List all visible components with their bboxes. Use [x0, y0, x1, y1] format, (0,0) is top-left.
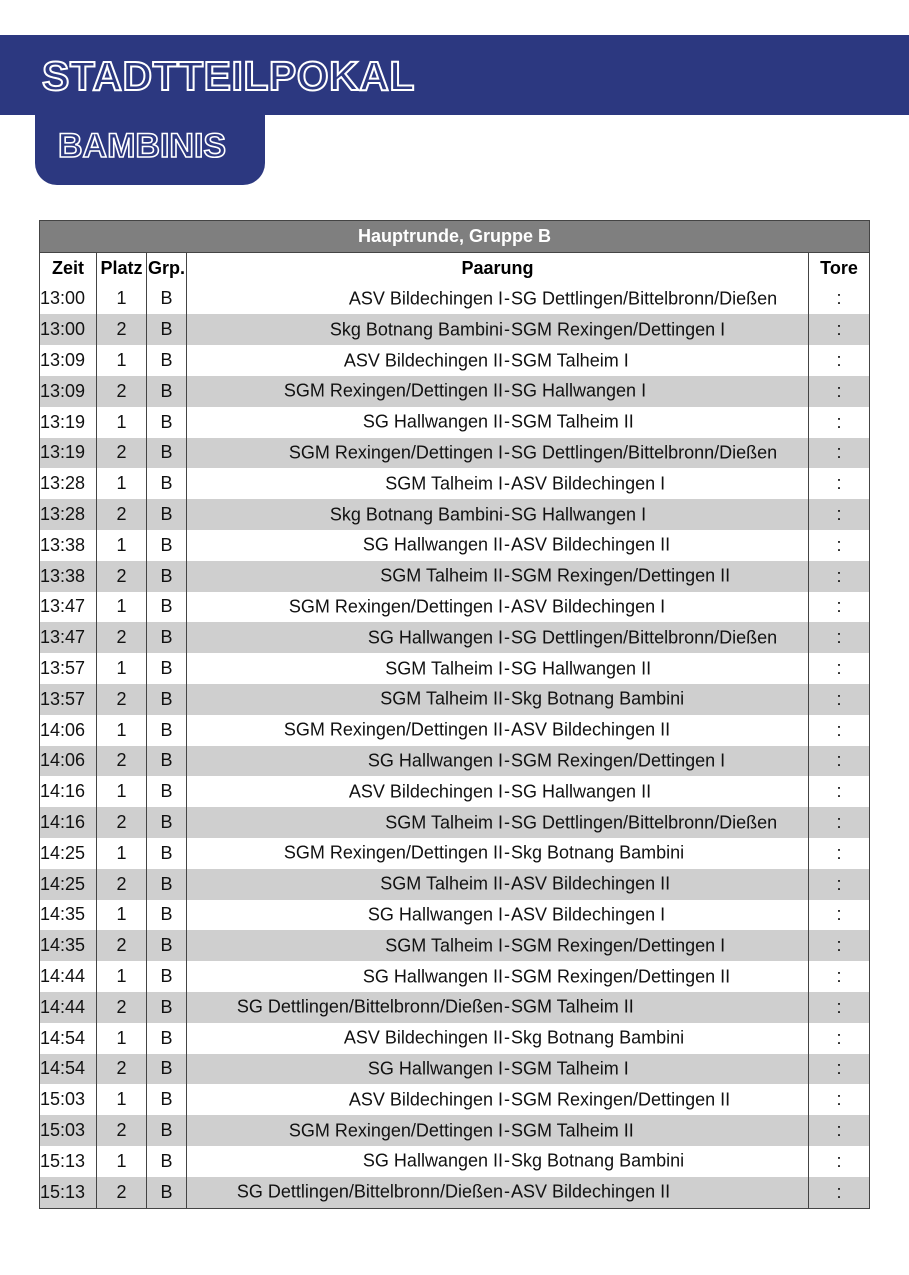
category-tab [35, 115, 265, 185]
away-team: SG Dettlingen/Bittelbronn/Dießen [511, 442, 778, 463]
home-team: SGM Talheim I [385, 812, 503, 833]
cell-platz: 1 [97, 284, 147, 315]
cell-grp: B [147, 438, 187, 469]
home-team: SG Hallwangen I [367, 904, 503, 925]
cell-paarung [187, 900, 809, 931]
table-row [40, 869, 870, 900]
cell-grp: B [147, 622, 187, 653]
cell-zeit: 13:38 [40, 561, 97, 592]
column-header-grp: Grp. [147, 252, 187, 283]
away-team: SG Dettlingen/Bittelbronn/Dießen [511, 812, 778, 833]
cell-tore: : [809, 746, 870, 777]
home-team: Skg Botnang Bambini [329, 504, 503, 525]
away-team: SGM Talheim I [511, 1058, 629, 1079]
table-row [40, 314, 870, 345]
away-team: SGM Talheim I [511, 350, 629, 371]
cell-tore: : [809, 653, 870, 684]
home-team: SGM Talheim II [380, 873, 503, 894]
cell-tore: : [809, 992, 870, 1023]
table-row [40, 468, 870, 499]
cell-paarung [187, 407, 809, 438]
cell-platz: 2 [97, 1115, 147, 1146]
home-team: SGM Rexingen/Dettingen I [288, 596, 503, 617]
cell-zeit: 14:16 [40, 807, 97, 838]
cell-grp: B [147, 561, 187, 592]
home-team: SG Dettlingen/Bittelbronn/Dießen [236, 996, 503, 1017]
cell-paarung [187, 776, 809, 807]
cell-zeit: 13:57 [40, 684, 97, 715]
cell-paarung [187, 1023, 809, 1054]
home-team: SGM Talheim II [380, 565, 503, 586]
home-team: ASV Bildechingen I [348, 1089, 503, 1110]
table-row [40, 1115, 870, 1146]
schedule-table [39, 220, 870, 1209]
away-team: SG Dettlingen/Bittelbronn/Dießen [511, 288, 778, 309]
cell-tore: : [809, 592, 870, 623]
category-title: BAMBINIS [58, 127, 227, 165]
cell-platz: 2 [97, 376, 147, 407]
cell-platz: 2 [97, 438, 147, 469]
cell-platz: 1 [97, 900, 147, 931]
away-team: SGM Rexingen/Dettingen II [511, 565, 731, 586]
table-row [40, 438, 870, 469]
cell-zeit: 14:54 [40, 1023, 97, 1054]
away-team: Skg Botnang Bambini [511, 842, 685, 863]
table-caption: Hauptrunde, Gruppe B [40, 221, 870, 253]
cell-grp: B [147, 653, 187, 684]
cell-zeit: 14:16 [40, 776, 97, 807]
page-title: STADTTEILPOKAL [42, 53, 415, 99]
home-team: SG Dettlingen/Bittelbronn/Dießen [236, 1181, 503, 1202]
cell-platz: 1 [97, 592, 147, 623]
table-row [40, 653, 870, 684]
cell-zeit: 15:03 [40, 1115, 97, 1146]
cell-tore: : [809, 438, 870, 469]
cell-grp: B [147, 530, 187, 561]
home-team: SGM Rexingen/Dettingen II [283, 380, 503, 401]
home-team: ASV Bildechingen I [348, 288, 503, 309]
away-team: Skg Botnang Bambini [511, 1150, 685, 1171]
cell-grp: B [147, 992, 187, 1023]
cell-platz: 1 [97, 407, 147, 438]
table-row [40, 561, 870, 592]
column-header-zeit: Zeit [40, 252, 97, 283]
cell-platz: 2 [97, 314, 147, 345]
cell-grp: B [147, 684, 187, 715]
cell-paarung [187, 468, 809, 499]
home-team: SGM Talheim I [385, 935, 503, 956]
table-row [40, 530, 870, 561]
cell-zeit: 15:03 [40, 1084, 97, 1115]
cell-grp: B [147, 499, 187, 530]
cell-grp: B [147, 345, 187, 376]
away-team: SGM Rexingen/Dettingen II [511, 966, 731, 987]
cell-tore: : [809, 900, 870, 931]
cell-zeit: 14:35 [40, 930, 97, 961]
home-team: SG Hallwangen II [362, 411, 503, 432]
cell-paarung [187, 807, 809, 838]
away-team: ASV Bildechingen II [511, 873, 671, 894]
cell-platz: 2 [97, 622, 147, 653]
cell-tore: : [809, 499, 870, 530]
table-body [40, 284, 870, 1208]
cell-tore: : [809, 376, 870, 407]
cell-platz: 1 [97, 1023, 147, 1054]
header-banner [0, 35, 909, 115]
cell-grp: B [147, 1115, 187, 1146]
home-team: SGM Talheim II [380, 688, 503, 709]
table-row [40, 930, 870, 961]
cell-tore: : [809, 407, 870, 438]
table-row [40, 961, 870, 992]
cell-zeit: 14:44 [40, 992, 97, 1023]
cell-paarung [187, 499, 809, 530]
cell-grp: B [147, 1177, 187, 1208]
cell-zeit: 14:06 [40, 746, 97, 777]
cell-grp: B [147, 407, 187, 438]
cell-paarung [187, 653, 809, 684]
cell-tore: : [809, 715, 870, 746]
column-header-platz: Platz [97, 252, 147, 283]
home-team: SGM Rexingen/Dettingen I [288, 442, 503, 463]
cell-tore: : [809, 530, 870, 561]
cell-paarung [187, 838, 809, 869]
cell-grp: B [147, 376, 187, 407]
cell-grp: B [147, 592, 187, 623]
away-team: ASV Bildechingen I [511, 904, 666, 925]
cell-grp: B [147, 869, 187, 900]
cell-platz: 2 [97, 869, 147, 900]
home-team: SGM Talheim I [385, 658, 503, 679]
cell-paarung [187, 1084, 809, 1115]
cell-zeit: 13:19 [40, 407, 97, 438]
away-team: SGM Rexingen/Dettingen I [511, 750, 726, 771]
cell-zeit: 14:25 [40, 869, 97, 900]
cell-platz: 2 [97, 499, 147, 530]
away-team: ASV Bildechingen II [511, 534, 671, 555]
away-team: SG Hallwangen II [511, 658, 652, 679]
home-team: SG Hallwangen I [367, 627, 503, 648]
cell-tore: : [809, 345, 870, 376]
away-team: ASV Bildechingen I [511, 596, 666, 617]
cell-tore: : [809, 961, 870, 992]
cell-paarung [187, 592, 809, 623]
cell-platz: 2 [97, 746, 147, 777]
away-team: SGM Talheim II [511, 996, 634, 1017]
cell-paarung [187, 561, 809, 592]
table-row [40, 684, 870, 715]
table-row [40, 1054, 870, 1085]
cell-paarung [187, 345, 809, 376]
table-row [40, 1146, 870, 1177]
cell-grp: B [147, 930, 187, 961]
table-row [40, 376, 870, 407]
cell-tore: : [809, 869, 870, 900]
table-row [40, 746, 870, 777]
cell-paarung [187, 961, 809, 992]
cell-platz: 2 [97, 1054, 147, 1085]
away-team: SG Hallwangen I [511, 380, 647, 401]
cell-platz: 1 [97, 468, 147, 499]
cell-platz: 1 [97, 530, 147, 561]
away-team: SGM Rexingen/Dettingen I [511, 935, 726, 956]
cell-paarung [187, 314, 809, 345]
cell-zeit: 15:13 [40, 1177, 97, 1208]
table-row [40, 776, 870, 807]
home-team: SG Hallwangen I [367, 750, 503, 771]
away-team: SGM Talheim II [511, 411, 634, 432]
cell-zeit: 14:54 [40, 1054, 97, 1085]
cell-platz: 1 [97, 1146, 147, 1177]
home-team: SG Hallwangen II [362, 1150, 503, 1171]
away-team: SG Dettlingen/Bittelbronn/Dießen [511, 627, 778, 648]
cell-zeit: 13:57 [40, 653, 97, 684]
cell-grp: B [147, 807, 187, 838]
cell-paarung [187, 930, 809, 961]
cell-tore: : [809, 1146, 870, 1177]
away-team: Skg Botnang Bambini [511, 1027, 685, 1048]
home-team: ASV Bildechingen II [343, 350, 503, 371]
cell-tore: : [809, 838, 870, 869]
cell-platz: 1 [97, 838, 147, 869]
cell-platz: 1 [97, 961, 147, 992]
cell-grp: B [147, 1146, 187, 1177]
cell-zeit: 13:09 [40, 345, 97, 376]
cell-paarung [187, 284, 809, 315]
cell-tore: : [809, 930, 870, 961]
cell-paarung [187, 438, 809, 469]
table-header-row [40, 252, 870, 283]
cell-platz: 1 [97, 1084, 147, 1115]
cell-tore: : [809, 776, 870, 807]
cell-zeit: 13:00 [40, 284, 97, 315]
cell-zeit: 14:06 [40, 715, 97, 746]
home-team: SGM Talheim I [385, 473, 503, 494]
cell-grp: B [147, 900, 187, 931]
away-team: Skg Botnang Bambini [511, 688, 685, 709]
home-team: ASV Bildechingen II [343, 1027, 503, 1048]
cell-platz: 1 [97, 653, 147, 684]
home-team: SGM Rexingen/Dettingen II [283, 842, 503, 863]
cell-grp: B [147, 1084, 187, 1115]
cell-zeit: 15:13 [40, 1146, 97, 1177]
cell-platz: 1 [97, 776, 147, 807]
column-header-tore: Tore [809, 252, 870, 283]
cell-paarung [187, 684, 809, 715]
cell-zeit: 14:35 [40, 900, 97, 931]
cell-platz: 1 [97, 345, 147, 376]
cell-paarung [187, 1146, 809, 1177]
table-row [40, 592, 870, 623]
cell-paarung [187, 622, 809, 653]
cell-tore: : [809, 468, 870, 499]
home-team: SGM Rexingen/Dettingen II [283, 719, 503, 740]
cell-platz: 2 [97, 1177, 147, 1208]
cell-tore: : [809, 284, 870, 315]
cell-grp: B [147, 468, 187, 499]
table-row [40, 1084, 870, 1115]
cell-tore: : [809, 1177, 870, 1208]
cell-tore: : [809, 807, 870, 838]
home-team: SGM Rexingen/Dettingen I [288, 1120, 503, 1140]
table-row [40, 807, 870, 838]
cell-zeit: 13:00 [40, 314, 97, 345]
cell-grp: B [147, 776, 187, 807]
away-team: SGM Rexingen/Dettingen II [511, 1089, 731, 1110]
away-team: ASV Bildechingen I [511, 473, 666, 494]
table-row [40, 715, 870, 746]
cell-platz: 2 [97, 561, 147, 592]
cell-paarung [187, 1054, 809, 1085]
table-row [40, 838, 870, 869]
cell-zeit: 13:38 [40, 530, 97, 561]
cell-tore: : [809, 622, 870, 653]
table-row [40, 992, 870, 1023]
away-team: SGM Rexingen/Dettingen I [511, 319, 726, 340]
cell-tore: : [809, 1054, 870, 1085]
cell-paarung [187, 869, 809, 900]
cell-zeit: 14:25 [40, 838, 97, 869]
cell-grp: B [147, 715, 187, 746]
table-row [40, 345, 870, 376]
cell-platz: 2 [97, 930, 147, 961]
cell-zeit: 13:19 [40, 438, 97, 469]
cell-grp: B [147, 284, 187, 315]
away-team: SG Hallwangen I [511, 504, 647, 525]
table-row [40, 284, 870, 315]
cell-zeit: 14:44 [40, 961, 97, 992]
table-row [40, 1023, 870, 1054]
cell-grp: B [147, 314, 187, 345]
cell-platz: 2 [97, 684, 147, 715]
home-team: SG Hallwangen II [362, 534, 503, 555]
cell-paarung [187, 715, 809, 746]
table-row [40, 622, 870, 653]
cell-paarung [187, 1115, 809, 1146]
cell-paarung [187, 376, 809, 407]
away-team: ASV Bildechingen II [511, 719, 671, 740]
cell-grp: B [147, 746, 187, 777]
cell-zeit: 13:09 [40, 376, 97, 407]
cell-zeit: 13:28 [40, 468, 97, 499]
home-team: ASV Bildechingen I [348, 781, 503, 802]
cell-grp: B [147, 1054, 187, 1085]
column-header-paarung: Paarung [187, 252, 809, 283]
away-team: SGM Talheim II [511, 1120, 634, 1140]
cell-tore: : [809, 561, 870, 592]
table-row [40, 1177, 870, 1208]
table-row [40, 499, 870, 530]
away-team: ASV Bildechingen II [511, 1181, 671, 1202]
cell-grp: B [147, 838, 187, 869]
table-row [40, 900, 870, 931]
cell-platz: 2 [97, 807, 147, 838]
home-team: Skg Botnang Bambini [329, 319, 503, 340]
cell-tore: : [809, 1115, 870, 1146]
table-row [40, 407, 870, 438]
cell-platz: 1 [97, 715, 147, 746]
cell-tore: : [809, 314, 870, 345]
away-team: SG Hallwangen II [511, 781, 652, 802]
cell-tore: : [809, 1023, 870, 1054]
cell-zeit: 13:28 [40, 499, 97, 530]
cell-platz: 2 [97, 992, 147, 1023]
cell-zeit: 13:47 [40, 592, 97, 623]
home-team: SG Hallwangen I [367, 1058, 503, 1079]
cell-paarung [187, 530, 809, 561]
cell-grp: B [147, 1023, 187, 1054]
cell-grp: B [147, 961, 187, 992]
cell-paarung [187, 1177, 809, 1208]
table-caption-row [40, 221, 870, 253]
cell-zeit: 13:47 [40, 622, 97, 653]
home-team: SG Hallwangen II [362, 966, 503, 987]
cell-tore: : [809, 684, 870, 715]
cell-paarung [187, 746, 809, 777]
cell-tore: : [809, 1084, 870, 1115]
cell-paarung [187, 992, 809, 1023]
